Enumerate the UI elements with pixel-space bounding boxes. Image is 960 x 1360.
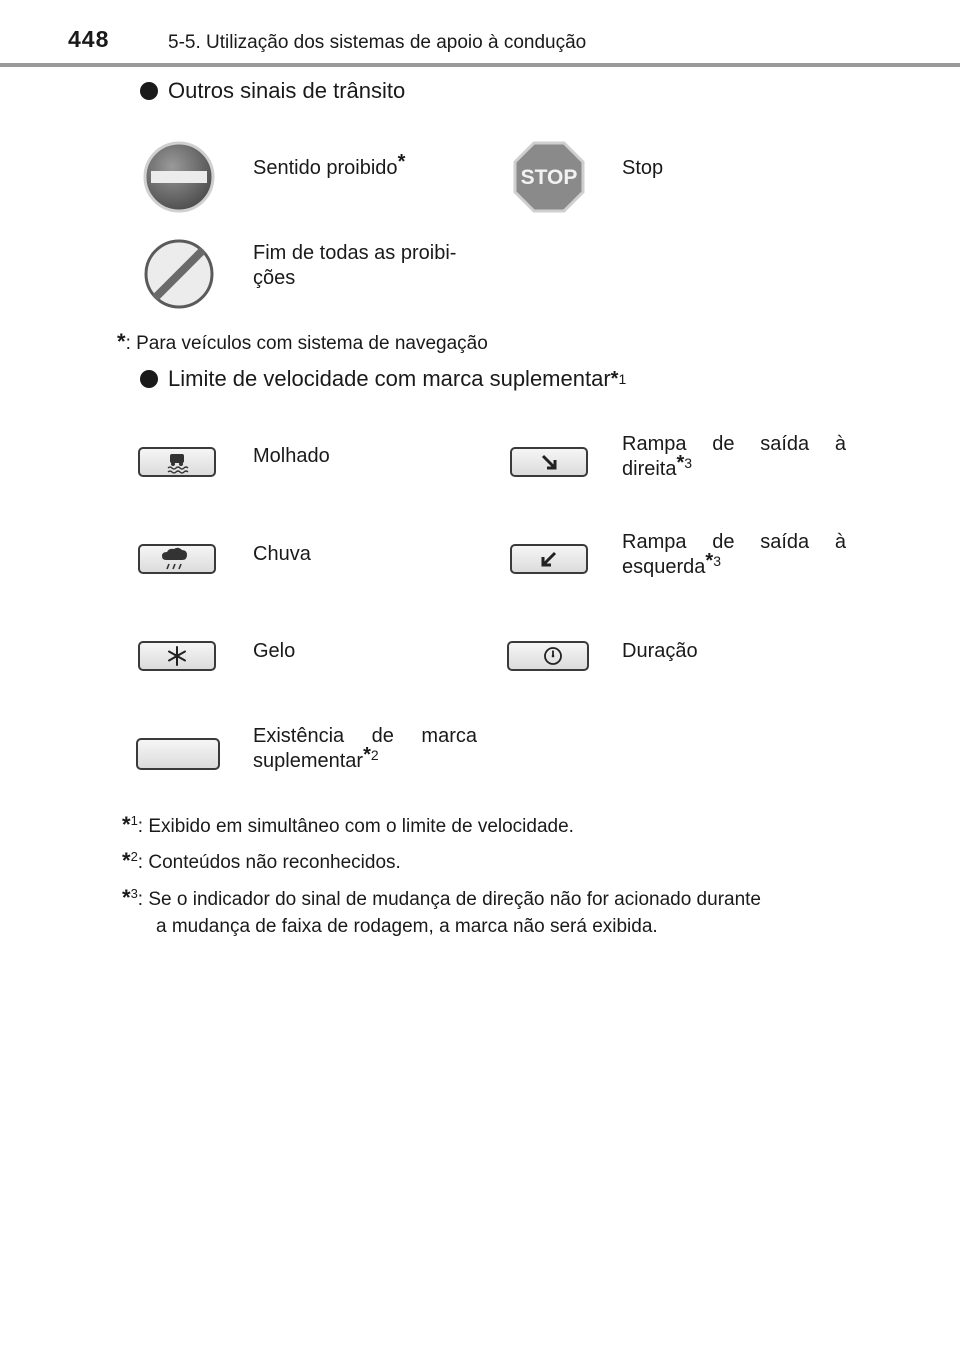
label-duration: Duração: [622, 640, 698, 662]
page-number: 448: [68, 26, 110, 52]
duration-plate-icon: [507, 641, 589, 671]
section-title-speed-limit-plates: Limite de velocidade com marca suplementar * 1: [140, 366, 626, 392]
stop-sign-icon: [511, 139, 587, 215]
bullet-icon: [140, 82, 158, 100]
header-rule: [0, 63, 960, 67]
page-header: [0, 0, 960, 68]
label-no-entry: Sentido proibido*: [253, 151, 406, 179]
label-supplementary-mark: Existência de marca suplementar$^{*2}$: [253, 725, 477, 772]
section-title-other-signs: Outros sinais de trânsito: [140, 78, 405, 104]
label-end-of-restrictions: Fim de todas as proibi- ções: [253, 242, 457, 289]
wet-road-plate-icon: [138, 447, 216, 477]
chapter-title: 5-5. Utilização dos sistemas de apoio à condução: [168, 32, 587, 53]
ice-plate-icon: [138, 641, 216, 671]
blank-plate-icon: [136, 738, 220, 770]
note-1: *$^1$: Exibido em simultâneo com o limite de velocidade.: [122, 812, 574, 837]
label-wet: Molhado: [253, 445, 330, 467]
label-exit-left: Rampa de saída à esquerda$^{*3}$: [622, 531, 846, 578]
rain-plate-icon: [138, 544, 216, 574]
footnote-navigation: *: Para veículos com sistema de navegação: [117, 329, 488, 354]
label-rain: Chuva: [253, 543, 311, 565]
exit-left-plate-icon: [510, 544, 588, 574]
label-ice: Gelo: [253, 640, 296, 662]
exit-right-plate-icon: [510, 447, 588, 477]
note-2: *$^2$: Conteúdos não reconhecidos.: [122, 848, 401, 873]
bullet-icon: [140, 370, 158, 388]
label-stop: Stop: [622, 157, 664, 179]
end-of-restrictions-sign-icon: [141, 236, 217, 312]
label-exit-right: Rampa de saída à direita$^{*3}$: [622, 433, 846, 480]
note-3: *$^3$: Se o indicador do sinal de mudança de direção não for acionado durante a mudança de faixa de rodagem, a marca não será exibida.: [122, 885, 762, 937]
no-entry-sign-icon: [141, 139, 217, 215]
svg-text:STOP: STOP: [520, 166, 578, 189]
